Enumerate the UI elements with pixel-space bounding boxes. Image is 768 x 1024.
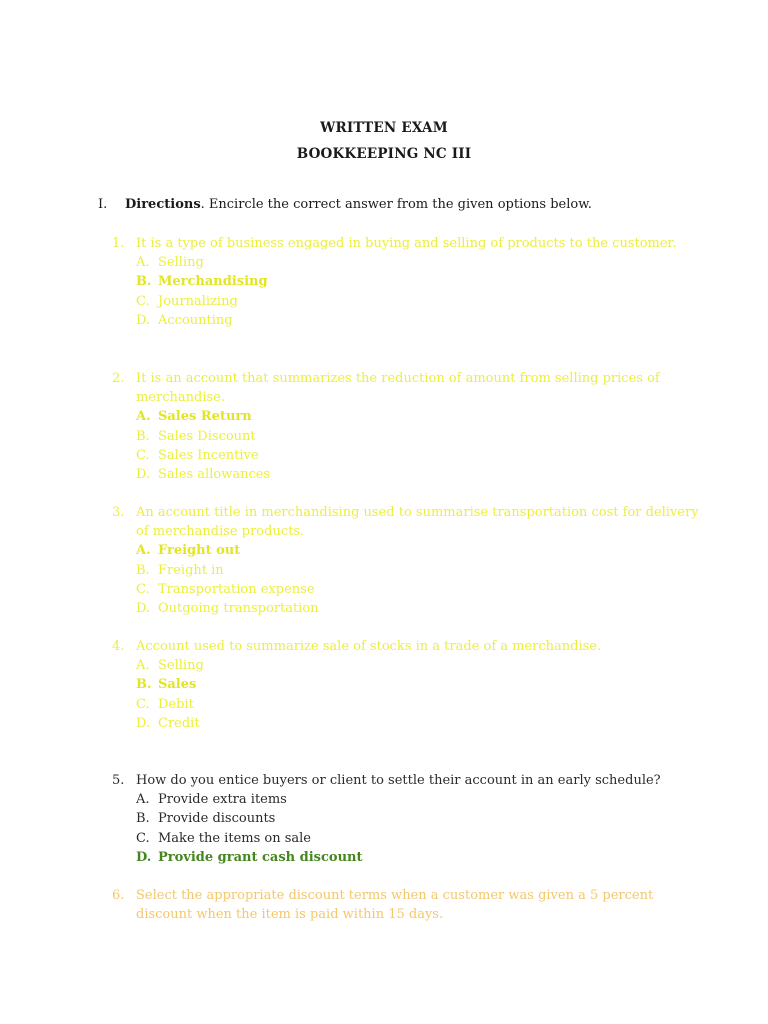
option-d: D. Credit [136, 715, 200, 731]
question-stem: 3. An account title in merchandising used to summarise transportation cost for delivery of merchandise products. [112, 505, 699, 540]
option-a: A. Selling [136, 658, 204, 674]
option-c: C. Debit [136, 696, 194, 712]
option-d: D. Accounting [136, 312, 233, 328]
exam-title: WRITTEN EXAM [320, 120, 448, 136]
option-d: D. Outgoing transportation [136, 601, 319, 617]
directions-text: . Encircle the correct answer from the given options below. [200, 197, 592, 212]
question-3 [112, 503, 702, 618]
option-b: B. Sales Discount [136, 428, 256, 444]
question-stem: 2. It is an account that summarizes the reduction of amount from selling prices of merchandise. [112, 371, 660, 406]
option-a-correct: A. Freight out [136, 543, 241, 559]
option-b: B. Freight in [136, 562, 224, 578]
question-6 [112, 886, 702, 924]
option-c: C. Make the items on sale [136, 830, 311, 846]
directions [98, 197, 718, 212]
option-b-correct: B. Sales [136, 677, 197, 693]
option-c: C. Sales Incentive [136, 447, 259, 463]
section-number: I. [98, 197, 108, 212]
exam-subtitle: BOOKKEEPING NC III [296, 146, 472, 162]
option-a: A. Selling [136, 255, 204, 271]
option-b: B. Provide discounts [136, 811, 276, 827]
question-stem: 4. Account used to summarize sale of stocks in a trade of a merchandise. [112, 639, 602, 654]
option-c: C. Journalizing [136, 293, 238, 309]
question-stem: 5. How do you entice buyers or client to settle their account in an early schedule? [112, 773, 661, 788]
question-2 [112, 369, 702, 484]
directions-label: Directions [125, 197, 201, 212]
question-4 [112, 637, 702, 733]
option-a: A. Provide extra items [136, 792, 287, 808]
option-c: C. Transportation expense [136, 581, 315, 597]
option-d-correct: D. Provide grant cash discount [136, 849, 363, 865]
option-d: D. Sales allowances [136, 467, 271, 483]
question-1 [112, 234, 702, 330]
option-a-correct: A. Sales Return [136, 409, 252, 425]
question-stem: 1. It is a type of business engaged in buying and selling of products to the customer. [112, 236, 677, 251]
question-stem: 6. Select the appropriate discount terms when a customer was given a 5 percent discount when the item is paid within 15 days. [112, 888, 654, 923]
question-5 [112, 771, 702, 867]
option-b-correct: B. Merchandising [136, 274, 268, 290]
